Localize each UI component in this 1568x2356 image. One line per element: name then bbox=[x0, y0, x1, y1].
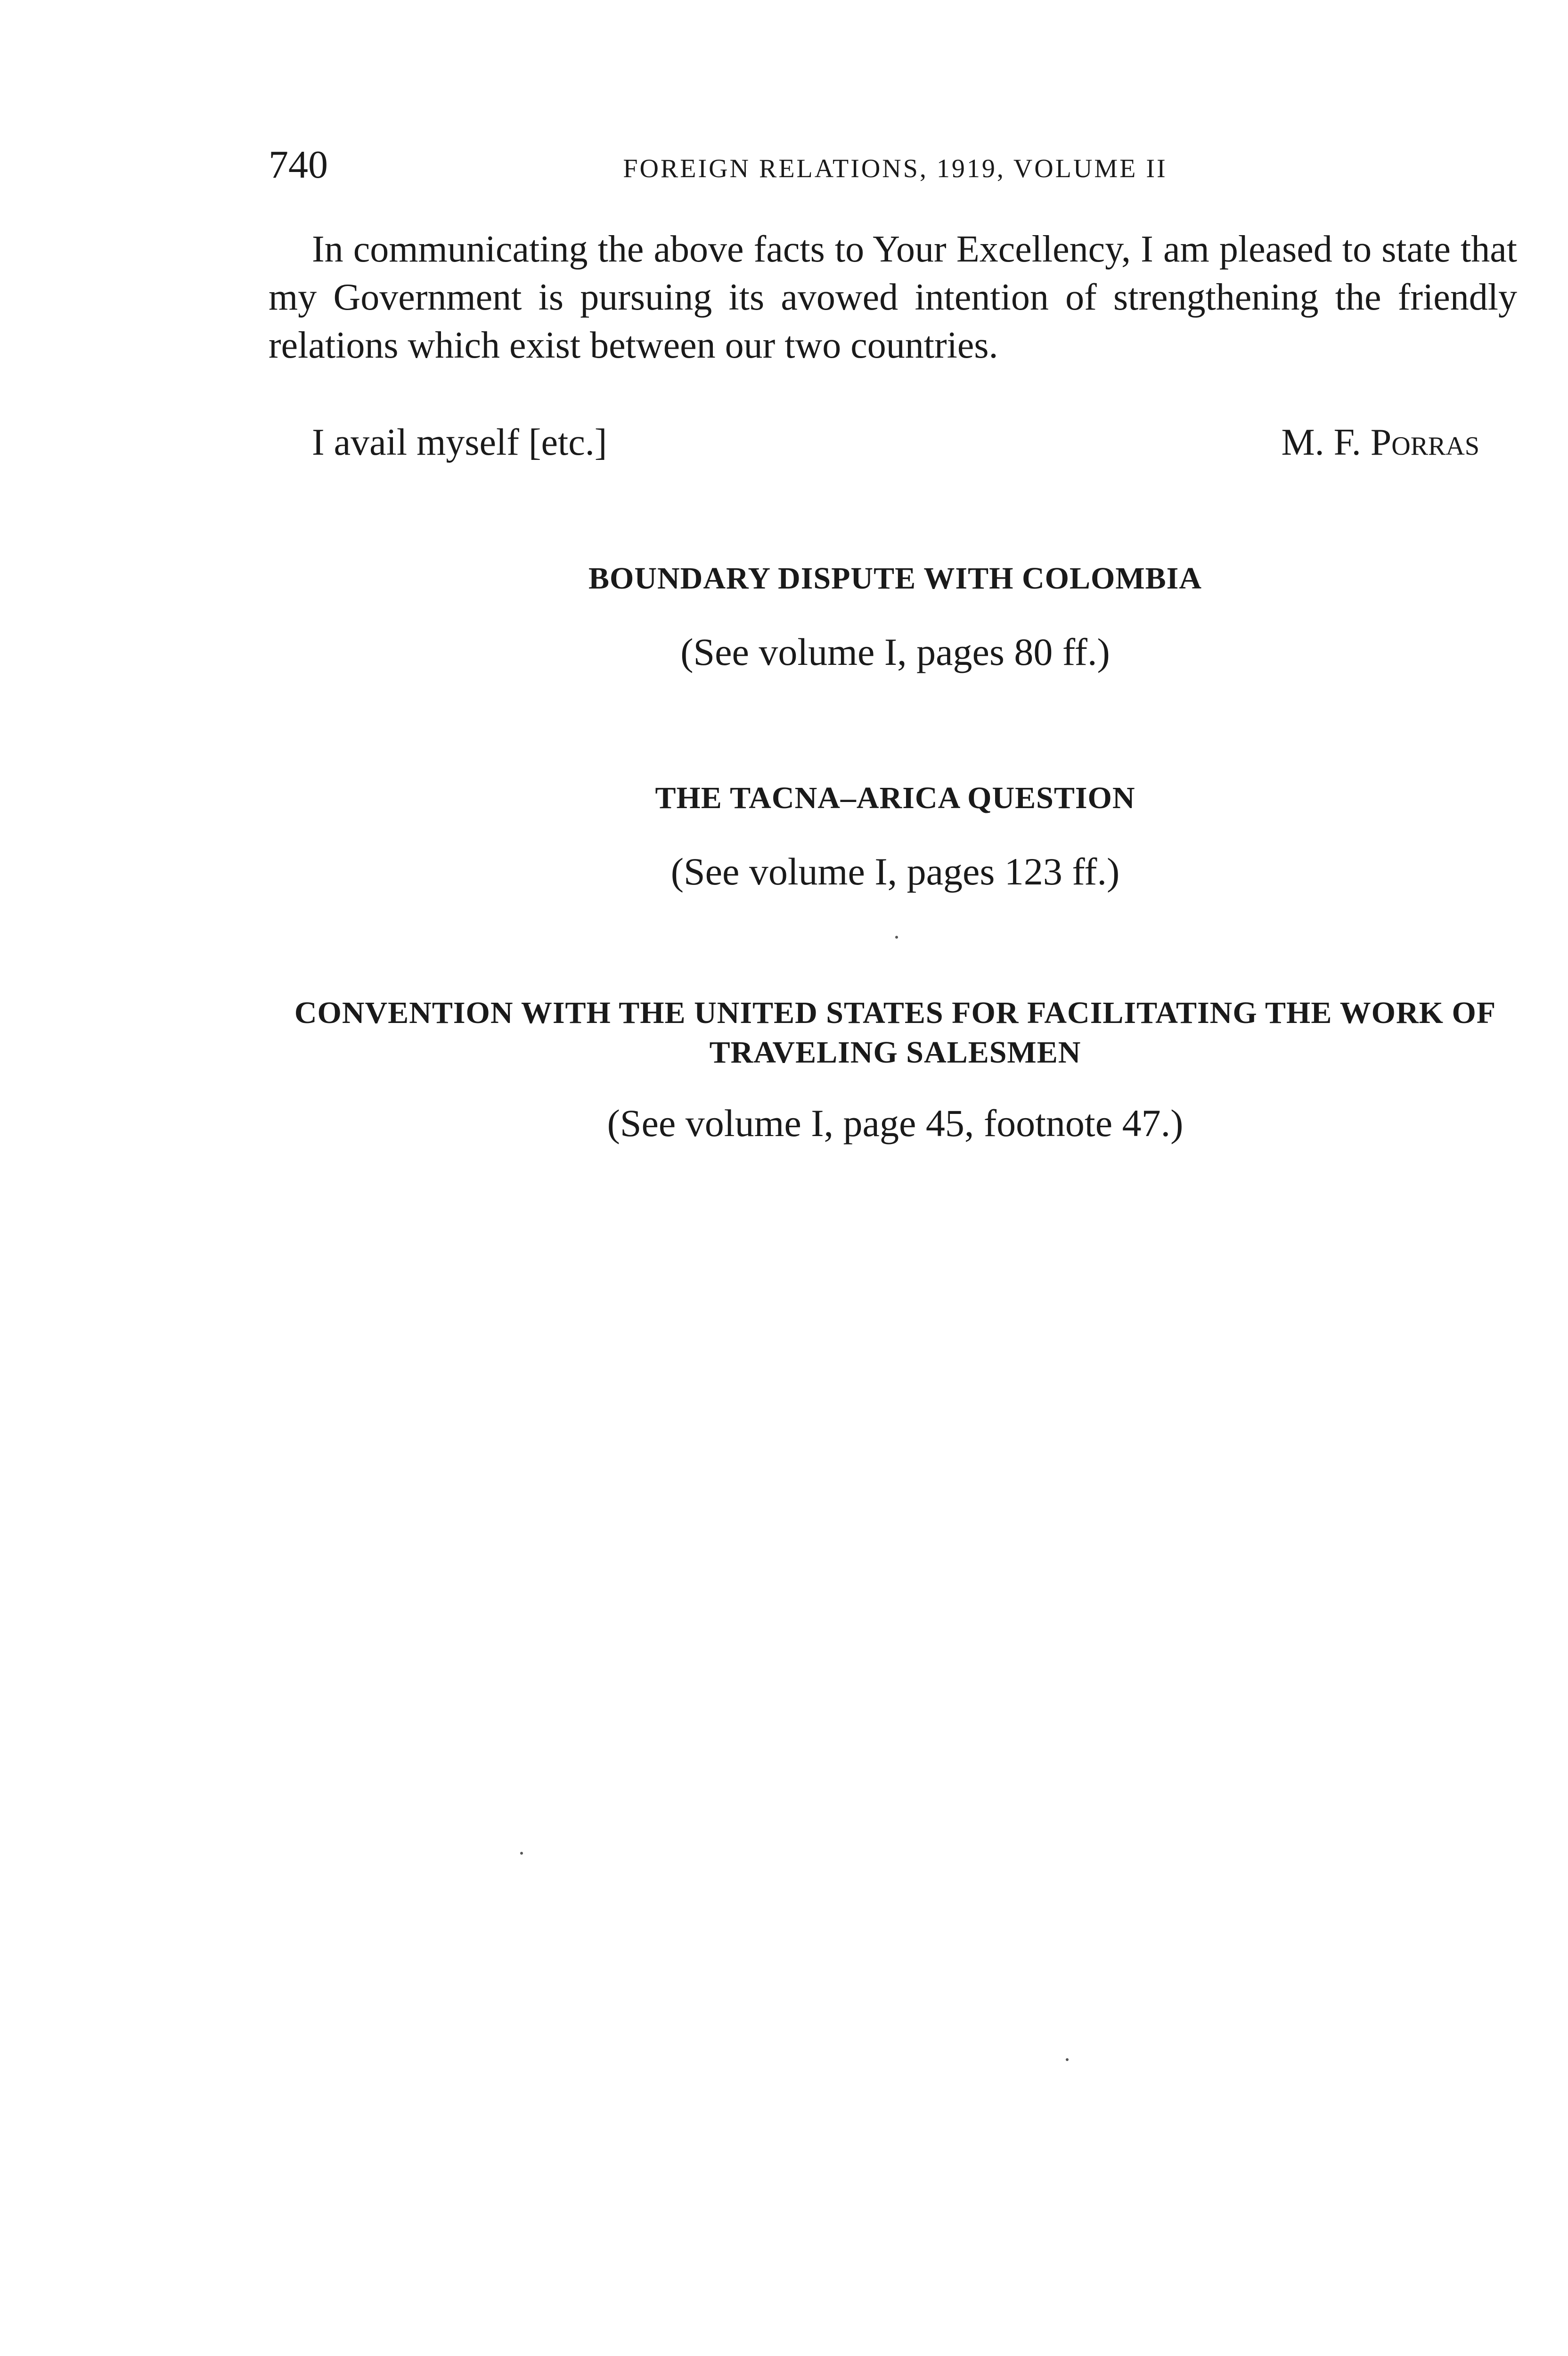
section-reference: (See volume I, page 45, footnote 47.) bbox=[607, 1102, 1184, 1145]
scan-speck bbox=[520, 1852, 523, 1855]
section-title: CONVENTION WITH THE UNITED STATES FOR FACILITATING THE WORK OF TRAVELING SALESMEN bbox=[294, 996, 1496, 1070]
page-header bbox=[269, 141, 1522, 188]
page-number: 740 bbox=[269, 143, 328, 187]
letter-body bbox=[269, 225, 1517, 369]
section-reference: (See volume I, pages 80 ff.) bbox=[680, 630, 1110, 673]
running-head: FOREIGN RELATIONS, 1919, VOLUME II bbox=[623, 154, 1168, 183]
section-reference: (See volume I, pages 123 ff.) bbox=[670, 850, 1120, 893]
signature-surname: Porras bbox=[1370, 422, 1479, 463]
section-traveling-salesmen-convention bbox=[269, 993, 1522, 1147]
section-tacna-arica bbox=[269, 778, 1522, 895]
courtesy-phrase: I avail myself [etc.] bbox=[312, 422, 607, 463]
scan-speck bbox=[895, 936, 898, 939]
signature-initials: M. F. bbox=[1281, 422, 1361, 463]
section-title: BOUNDARY DISPUTE WITH COLOMBIA bbox=[588, 561, 1202, 596]
section-boundary-dispute bbox=[269, 559, 1522, 676]
signature bbox=[1282, 418, 1479, 466]
letter-paragraph: In communicating the above facts to Your Excellency, I am pleased to state that my Government is pursuing its avowed intention of strengthening the friendly relations which exist between our two countries. bbox=[269, 229, 1517, 366]
scan-speck bbox=[1066, 2058, 1069, 2061]
section-title: THE TACNA–ARICA QUESTION bbox=[655, 781, 1135, 815]
